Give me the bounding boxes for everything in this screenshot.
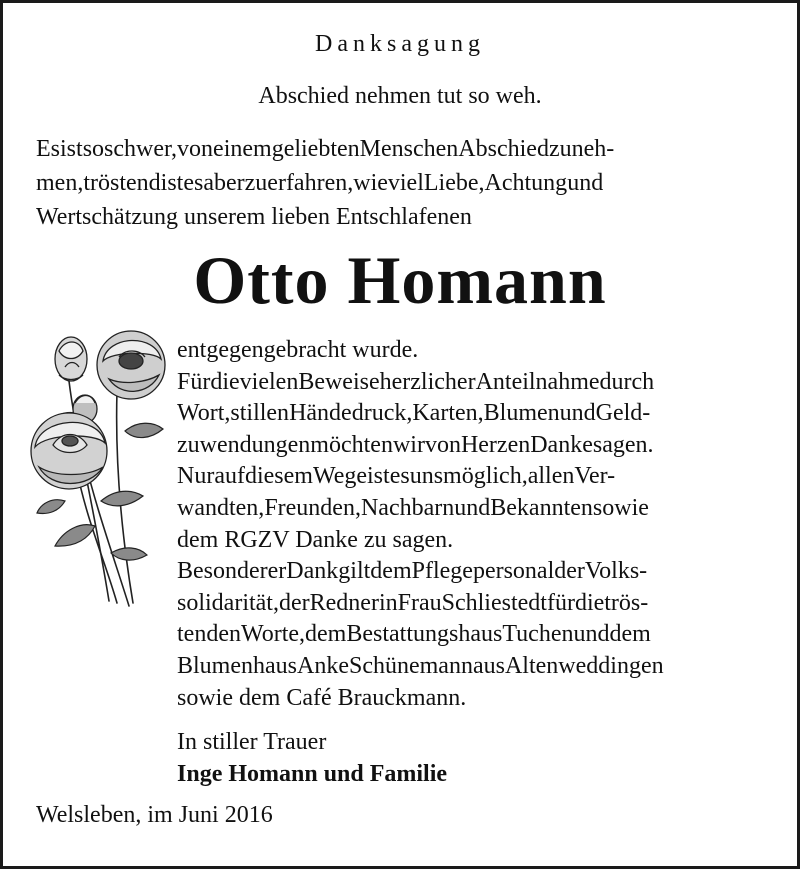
body-line <box>177 430 765 462</box>
word: auf <box>214 463 245 490</box>
word: Es <box>36 136 60 162</box>
family-signature: Inge Homann und Familie <box>177 761 448 787</box>
word: es <box>389 463 410 490</box>
word: Pflegepersonal <box>411 558 555 585</box>
word: Volks- <box>584 558 648 585</box>
word: Wege <box>312 463 368 490</box>
word: Bestattungshaus <box>346 621 503 648</box>
body-paragraph <box>177 335 765 714</box>
word: men, <box>36 170 84 196</box>
word: der <box>554 558 585 585</box>
word: Schünemann <box>348 652 473 679</box>
body-line <box>177 556 765 588</box>
word: Blumenhaus <box>177 652 297 679</box>
body-line <box>177 367 765 399</box>
word: uns <box>409 463 444 490</box>
word: schwer, <box>104 136 178 162</box>
intro-paragraph <box>36 132 764 234</box>
word: Dank <box>286 558 339 585</box>
notice-heading: Danksagung <box>315 31 485 57</box>
body-line <box>177 398 765 430</box>
word: wie <box>353 170 388 196</box>
body-line: sowie dem Café Brauckmann. <box>177 684 467 711</box>
word: Beweise <box>298 368 380 395</box>
word: Altenweddingen <box>504 652 664 679</box>
word: von <box>424 431 461 458</box>
intro-line <box>36 132 764 166</box>
notice-subheading: Abschied nehmen tut so weh. <box>258 83 542 109</box>
word: solidarität, <box>177 589 279 616</box>
word: ist <box>160 170 184 196</box>
word: und <box>559 400 596 427</box>
word: tröstend <box>83 170 161 196</box>
roses-bouquet-icon <box>25 321 173 611</box>
word: Besonderer <box>177 558 287 585</box>
word: sagen. <box>592 431 654 458</box>
word: neh- <box>571 136 615 162</box>
word: Ver- <box>574 463 616 490</box>
word: herzlicher <box>379 368 476 395</box>
intro-line: Wertschätzung unserem lieben Entschlafenen <box>36 204 472 230</box>
word: Für <box>177 368 211 395</box>
word: Anke <box>297 652 349 679</box>
word: zuwendungen <box>177 431 311 458</box>
word: Rednerin <box>309 589 398 616</box>
word: es <box>183 170 204 196</box>
word: stillen <box>230 400 290 427</box>
word: dem <box>370 558 412 585</box>
intro-line <box>36 166 764 200</box>
closing-block <box>177 726 447 790</box>
word: Tuchenund <box>502 621 610 648</box>
word: Karten, <box>412 400 484 427</box>
word: möglich, <box>443 463 528 490</box>
word: einem <box>213 136 272 162</box>
word: Wort, <box>177 400 231 427</box>
word: trös- <box>604 589 649 616</box>
word: wandten, <box>177 494 265 521</box>
word: aber <box>203 170 245 196</box>
word: Nachbarn <box>360 494 455 521</box>
word: und <box>567 170 604 196</box>
word: Blumen <box>483 400 560 427</box>
word: so <box>82 136 105 162</box>
word: Bekannten <box>490 494 593 521</box>
body-line: dem RGZV Danke zu sagen. <box>177 526 454 553</box>
body-line <box>177 588 765 620</box>
word: Liebe, <box>423 170 485 196</box>
word: erfahren, <box>267 170 354 196</box>
word: Abschied <box>458 136 549 162</box>
word: durch <box>599 368 655 395</box>
word: zu <box>548 136 572 162</box>
word: von <box>177 136 214 162</box>
word: Nur <box>177 463 215 490</box>
word: gilt <box>338 558 371 585</box>
word: tenden <box>177 621 241 648</box>
word: Frau <box>397 589 442 616</box>
word: Geld- <box>595 400 651 427</box>
word: und <box>454 494 491 521</box>
word: allen <box>527 463 575 490</box>
deceased-name: Otto Homann <box>193 242 607 318</box>
word: Schliestedt <box>441 589 547 616</box>
word: wir <box>392 431 425 458</box>
word: sowie <box>592 494 649 521</box>
word: möchten <box>310 431 393 458</box>
word: die <box>210 368 240 395</box>
word: zu <box>244 170 268 196</box>
word: ist <box>60 136 83 162</box>
word: die <box>574 589 605 616</box>
word: Worte, <box>240 621 306 648</box>
body-line <box>177 493 765 525</box>
word: vielen <box>239 368 299 395</box>
word: Achtung <box>484 170 568 196</box>
word: dem <box>305 621 347 648</box>
word: Händedruck, <box>289 400 413 427</box>
mourning-label: In stiller Trauer <box>177 729 327 755</box>
word: dem <box>609 621 651 648</box>
body-line <box>177 461 765 493</box>
word: Menschen <box>359 136 459 162</box>
body-line: entgegengebracht wurde. <box>177 337 419 363</box>
word: diesem <box>244 463 313 490</box>
word: der <box>278 589 310 616</box>
body-line <box>177 619 765 651</box>
word: Anteilnahme <box>475 368 600 395</box>
word: geliebten <box>271 136 360 162</box>
word: für <box>546 589 575 616</box>
word: aus <box>472 652 505 679</box>
place-and-date: Welsleben, im Juni 2016 <box>36 802 273 828</box>
word: viel <box>387 170 424 196</box>
word: Freunden, <box>264 494 361 521</box>
body-line <box>177 651 765 683</box>
word: Danke <box>530 431 593 458</box>
word: Herzen <box>460 431 531 458</box>
word: ist <box>367 463 390 490</box>
